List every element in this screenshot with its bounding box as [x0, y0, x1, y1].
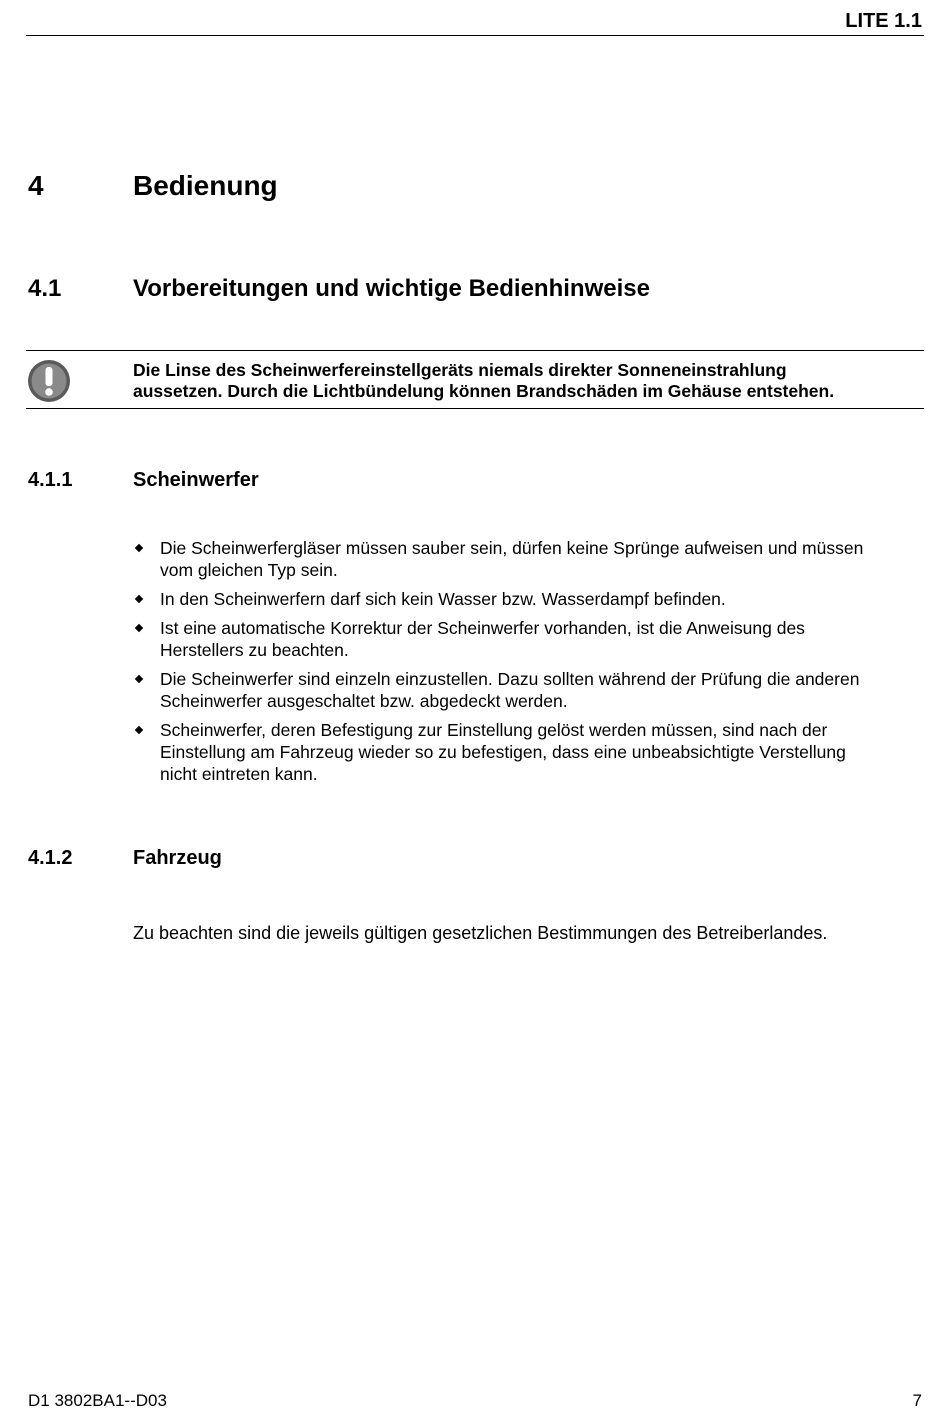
warning-line: aussetzen. Durch die Lichtbündelung können Brandschäden im Gehäuse entstehen.: [133, 381, 835, 401]
list-item-line: vom gleichen Typ sein.: [160, 560, 338, 580]
subsection-number: 4.1.2: [28, 847, 73, 869]
subsection-title: Fahrzeug: [133, 847, 222, 869]
list-item: [133, 617, 918, 661]
list-item-line: Die Scheinwerfer sind einzeln einzustellen. Dazu sollten während der Prüfung die anderen: [160, 669, 860, 689]
footer-page-number: 7: [912, 1391, 922, 1409]
diamond-bullet-icon: [135, 624, 143, 632]
subsection-number: 4.1.1: [28, 469, 73, 491]
warning-text: [133, 360, 834, 402]
list-item-line: nicht eintreten kann.: [160, 764, 318, 784]
section-title: Vorbereitungen und wichtige Bedienhinweise: [133, 275, 650, 302]
list-item-line: Herstellers zu beachten.: [160, 640, 349, 660]
list-item-line: Ist eine automatische Korrektur der Scheinwerfer vorhanden, ist die Anweisung des: [160, 618, 805, 638]
chapter-number: 4: [28, 170, 44, 201]
bullet-list: [133, 537, 918, 792]
diamond-bullet-icon: [135, 675, 143, 683]
diamond-bullet-icon: [135, 544, 143, 552]
chapter-title: Bedienung: [133, 170, 278, 201]
warning-line: Die Linse des Scheinwerfereinstellgeräts niemals direkter Sonneneinstrahlung: [133, 360, 787, 380]
diamond-bullet-icon: [135, 595, 143, 603]
list-item: [133, 668, 918, 712]
list-item-line: In den Scheinwerfern darf sich kein Wasser bzw. Wasserdampf befinden.: [160, 589, 726, 609]
header-product: LITE 1.1: [845, 10, 922, 32]
list-item-line: Die Scheinwerfergläser müssen sauber sein, dürfen keine Sprünge aufweisen und müssen: [160, 538, 864, 558]
warning-box: [26, 350, 924, 409]
list-item: [133, 588, 918, 610]
exclamation-icon: [27, 359, 71, 403]
diamond-bullet-icon: [135, 726, 143, 734]
list-item-line: Scheinwerfer, deren Befestigung zur Einstellung gelöst werden müssen, sind nach der: [160, 720, 828, 740]
section-number: 4.1: [28, 275, 62, 302]
header-divider: [26, 35, 924, 36]
subsection-title: Scheinwerfer: [133, 469, 259, 491]
list-item-line: Scheinwerfer ausgeschaltet bzw. abgedeckt werden.: [160, 691, 568, 711]
list-item: [133, 537, 918, 581]
footer-document-id: D1 3802BA1--D03: [28, 1391, 167, 1409]
body-paragraph: Zu beachten sind die jeweils gültigen gesetzlichen Bestimmungen des Betreiberlandes.: [133, 923, 828, 943]
list-item-line: Einstellung am Fahrzeug wieder so zu befestigen, dass eine unbeabsichtigte Verstellung: [160, 742, 846, 762]
list-item: [133, 719, 918, 785]
